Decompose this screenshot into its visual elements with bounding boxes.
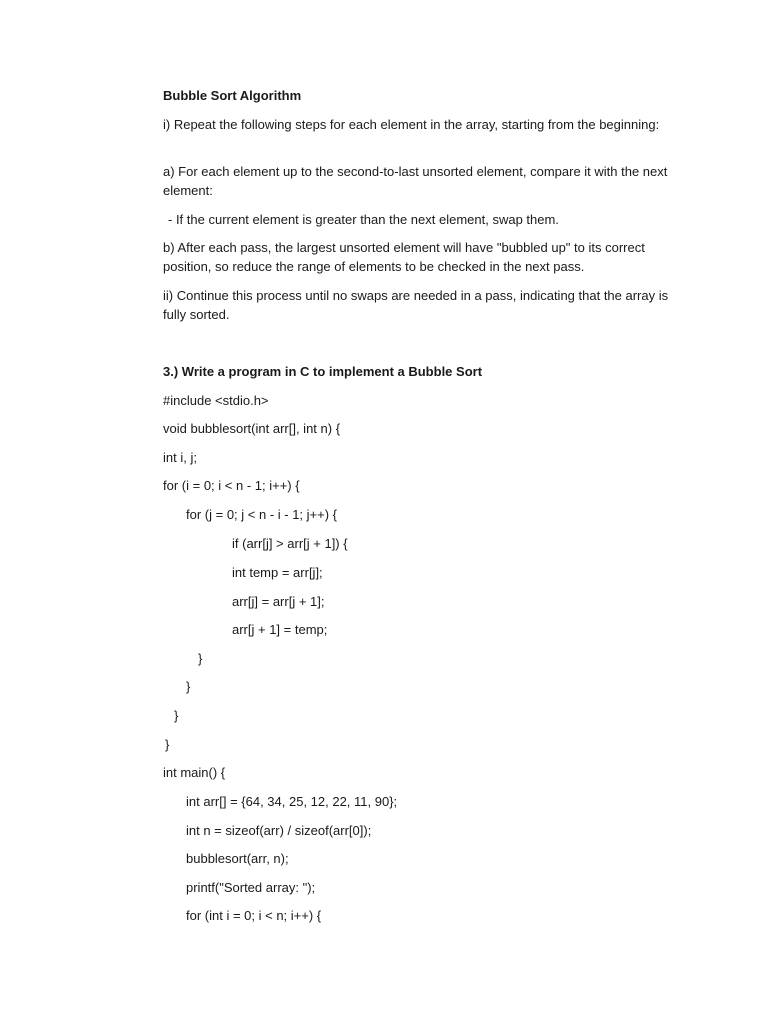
algorithm-step-i: i) Repeat the following steps for each element in the array, starting from the beginning: bbox=[163, 117, 660, 132]
code-line: for (j = 0; j < n - i - 1; j++) { bbox=[186, 507, 338, 522]
code-line: int n = sizeof(arr) / sizeof(arr[0]); bbox=[186, 823, 372, 838]
code-line: } bbox=[174, 708, 179, 723]
algorithm-step-a-sub: - If the current element is greater than the next element, swap them. bbox=[168, 212, 559, 227]
code-line: } bbox=[165, 737, 170, 752]
code-line: for (int i = 0; i < n; i++) { bbox=[186, 908, 322, 923]
program-heading: 3.) Write a program in C to implement a Bubble Sort bbox=[163, 364, 483, 379]
code-line: printf("Sorted array: "); bbox=[186, 880, 316, 895]
code-line: for (i = 0; i < n - 1; i++) { bbox=[163, 478, 300, 493]
code-line: int arr[] = {64, 34, 25, 12, 22, 11, 90}; bbox=[186, 794, 398, 809]
code-line: } bbox=[186, 679, 191, 694]
code-line: arr[j + 1] = temp; bbox=[232, 622, 328, 637]
algorithm-step-a: a) For each element up to the second-to-last unsorted element, compare it with the next element: bbox=[163, 164, 668, 198]
code-line: arr[j] = arr[j + 1]; bbox=[232, 594, 325, 609]
code-line: bubblesort(arr, n); bbox=[186, 851, 289, 866]
code-line: int temp = arr[j]; bbox=[232, 565, 323, 580]
algorithm-step-ii: ii) Continue this process until no swaps are needed in a pass, indicating that the array is fully sorted. bbox=[163, 288, 669, 322]
code-line: int main() { bbox=[163, 765, 226, 780]
code-line: int i, j; bbox=[163, 450, 197, 465]
algorithm-heading: Bubble Sort Algorithm bbox=[163, 88, 302, 103]
code-line: if (arr[j] > arr[j + 1]) { bbox=[232, 536, 348, 551]
code-line: #include <stdio.h> bbox=[163, 393, 269, 408]
code-line: } bbox=[198, 651, 203, 666]
code-line: void bubblesort(int arr[], int n) { bbox=[163, 421, 341, 436]
algorithm-step-b: b) After each pass, the largest unsorted element will have "bubbled up" to its correct position, so reduce the range of elements to be checked in the next pass. bbox=[163, 240, 645, 274]
